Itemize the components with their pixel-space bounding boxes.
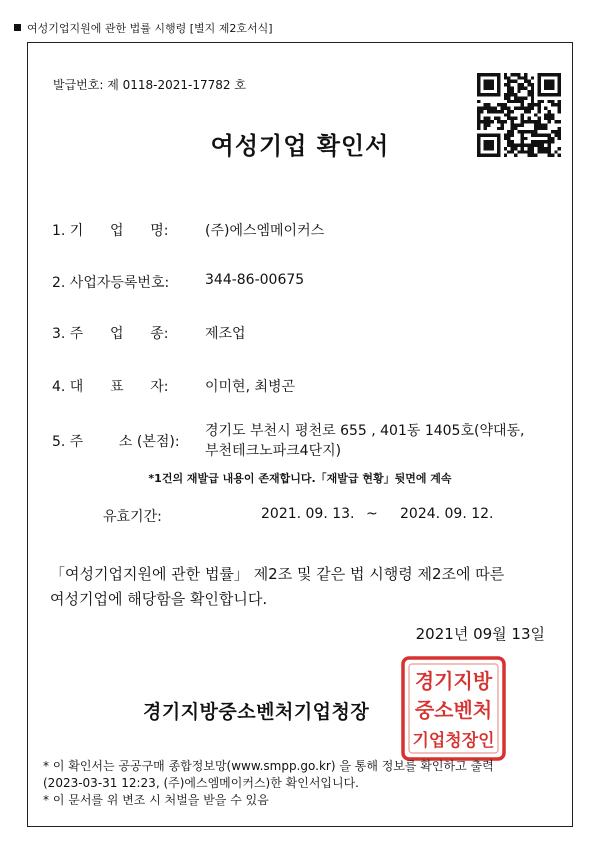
form-reference-note: [14, 20, 273, 36]
address-value: [205, 421, 545, 461]
footer-notes: [43, 758, 494, 809]
official-seal-icon: [400, 655, 507, 762]
issuing-agency: 경기지방중소벤처기업청장: [143, 701, 370, 723]
field-label: 1. 기 업 명:: [52, 223, 169, 239]
form-reference-text: 여성기업지원에 관한 법률 시행령 [별지 제2호서식]: [27, 22, 273, 35]
field-label: 4. 대 표 자:: [52, 379, 169, 395]
reissue-note: *1건의 재발급 내용이 존재합니다.「재발급 현황」뒷면에 계속: [148, 472, 452, 485]
footer-line: * 이 확인서는 공공구매 종합정보망(www.smpp.go.kr) 을 통해 정보를 확인하고 출력: [43, 759, 494, 773]
issue-number: 발급번호: 제 0118-2021-17782 호: [53, 78, 246, 92]
footer-line: * 이 문서를 위 변조 시 처벌을 받을 수 있음: [43, 793, 269, 807]
field-value: 제조업: [205, 326, 246, 342]
seal-line: 기업청장인: [412, 731, 495, 751]
address-line: 부천테크노파크4단지): [205, 443, 342, 459]
validity-label: 유효기간:: [103, 509, 162, 525]
footer-line: (2023-03-31 12:23, (주)에스엠메이커스)한 확인서입니다.: [43, 776, 360, 790]
confirmation-line: 여성기업에 해당함을 확인합니다.: [50, 590, 268, 608]
confirmation-line: 「여성기업지원에 관한 법률」 제2조 및 같은 법 시행령 제2조에 따른: [50, 565, 505, 583]
field-value: 이미현, 최병곤: [205, 379, 296, 395]
document-title: 여성기업 확인서: [210, 132, 390, 160]
address-line: 경기도 부천시 평천로 655 , 401동 1405호(약대동,: [205, 423, 525, 439]
confirmation-text: [50, 562, 555, 612]
seal-line: 경기지방: [414, 669, 493, 693]
validity-start: 2021. 09. 13.: [261, 506, 355, 522]
validity-separator: ~: [366, 506, 378, 522]
validity-end: 2024. 09. 12.: [400, 506, 494, 522]
seal-line: 중소벤처: [414, 698, 493, 722]
field-label: 2. 사업자등록번호:: [52, 275, 170, 291]
field-label: 3. 주 업 종:: [52, 326, 169, 342]
issue-date: 2021년 09월 13일: [415, 625, 545, 643]
field-label: 5. 주 소 (본점):: [52, 434, 180, 450]
square-bullet-icon: [14, 24, 21, 31]
field-value: 344-86-00675: [205, 272, 305, 288]
field-value: (주)에스엠메이커스: [205, 223, 325, 239]
